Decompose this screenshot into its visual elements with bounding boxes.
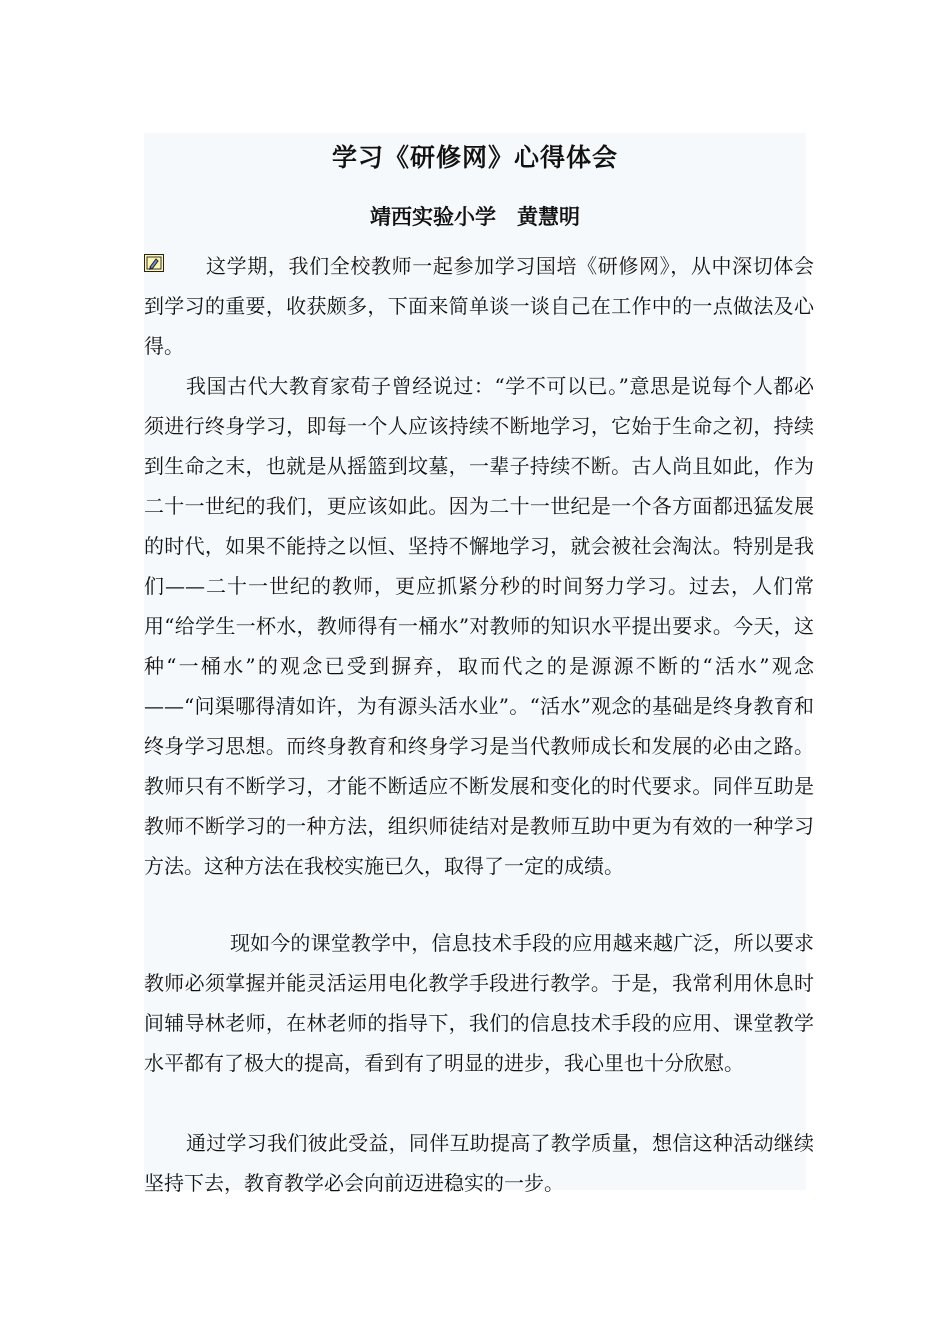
document-title: 学习《研修网》心得体会: [331, 143, 618, 172]
paragraph-intro: 这学期，我们全校教师一起参加学习国培《研修网》，从中深切体会到学习的重要，收获颇多，下面来简单谈一谈自己在工作中的一点做法及心得。: [144, 254, 814, 358]
document-author: 靖西实验小学 黄慧明: [370, 204, 580, 229]
paragraph-conclusion: 通过学习我们彼此受益，同伴互助提高了教学质量，想信这种活动继续坚持下去，教育教学必会向前迈进稳实的一步。: [144, 1131, 814, 1195]
paragraph-information-technology: 现如今的课堂教学中，信息技术手段的应用越来越广泛，所以要求教师必须掌握并能灵活运用电化教学手段进行教学。于是，我常利用休息时间辅导林老师，在林老师的指导下，我们的信息技术手段的应用、课堂教学水平都有了极大的提高，看到有了明显的进步，我心里也十分欣慰。: [144, 931, 814, 1075]
paragraph-lifelong-learning: 我国古代大教育家荀子曾经说过：“学不可以已。”意思是说每个人都必须进行终身学习，即每一个人应该持续不断地学习，它始于生命之初，持续到生命之末，也就是从摇篮到坟墓，一辈子持续不断。古人尚且如此，作为二十一世纪的我们，更应该如此。因为二十一世纪是一个各方面都迅猛发展的时代，如果不能持之以恒、坚持不懈地学习，就会被社会淘汰。特别是我们——二十一世纪的教师，更应抓紧分秒的时间努力学习。过去，人们常用“给学生一杯水，教师得有一桶水”对教师的知识水平提出要求。今天，这种“一桶水”的观念已受到摒弃，取而代之的是源源不断的“活水”观念——“问渠哪得清如许，为有源头活水业”。“活水”观念的基础是终身教育和终身学习思想。而终身教育和终身学习是当代教师成长和发展的必由之路。教师只有不断学习，才能不断适应不断发展和变化的时代要求。同伴互助是教师不断学习的一种方法，组织师徒结对是教师互助中更为有效的一种学习方法。这种方法在我校实施已久，取得了一定的成绩。: [144, 374, 814, 878]
